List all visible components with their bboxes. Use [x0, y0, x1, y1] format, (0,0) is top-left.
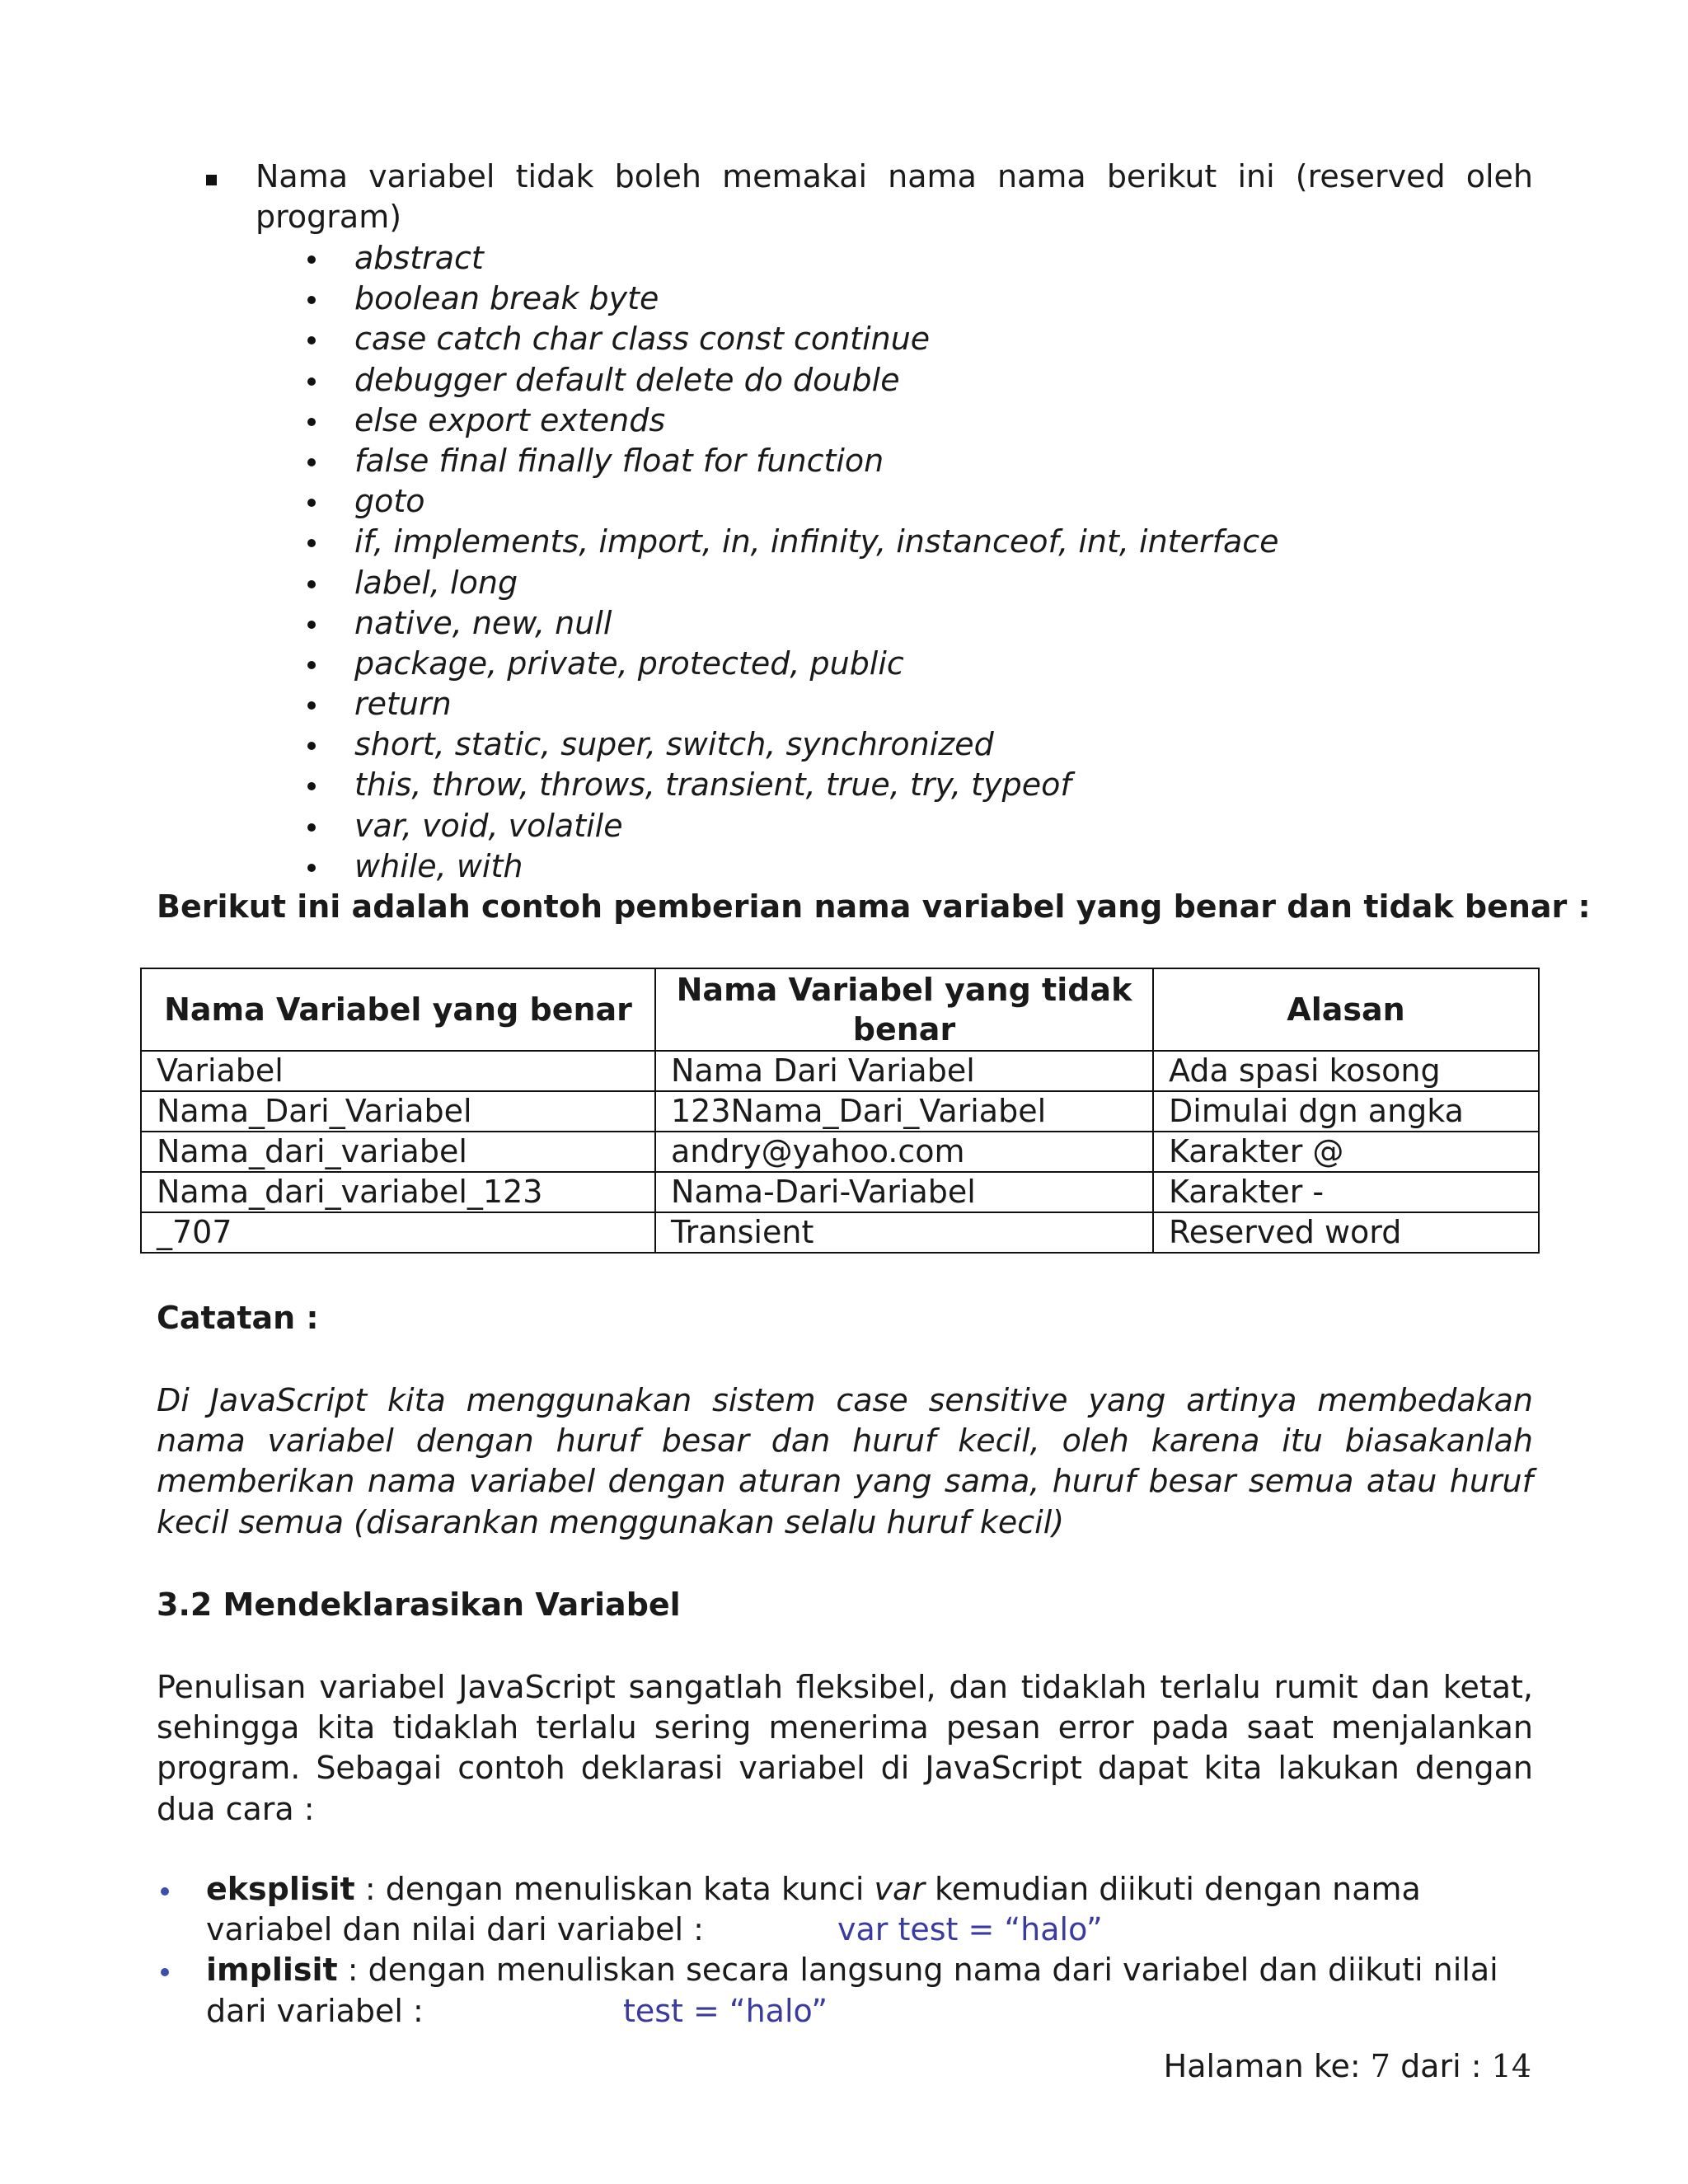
bullet-icon: [161, 1968, 169, 1976]
list-item: else export extends: [305, 401, 1279, 441]
list-item: goto: [305, 481, 1279, 522]
implicit-code: test = “halo”: [622, 1992, 828, 2029]
table-row: [141, 1172, 1539, 1212]
note-title: Catatan :: [157, 1300, 319, 1336]
table-cell: Ada spasi kosong: [1153, 1051, 1539, 1091]
table-cell: _707: [141, 1212, 655, 1253]
table-row: [141, 1212, 1539, 1253]
explicit-text-before: : dengan menuliskan kata kunci: [354, 1871, 874, 1907]
page-of-label: dari :: [1400, 2048, 1482, 2084]
list-item: debugger default delete do double: [305, 360, 1279, 401]
reserved-rule-text: Nama variabel tidak boleh memakai nama nama berikut ini (reserved oleh program): [256, 158, 1533, 235]
bullet-icon: [307, 742, 316, 750]
table-row: [141, 1091, 1539, 1132]
page-footer: [1164, 2048, 1531, 2084]
table-cell: Nama-Dari-Variabel: [655, 1172, 1153, 1212]
page-total: 14: [1491, 2048, 1531, 2084]
page-label: Halaman ke:: [1163, 2048, 1361, 2084]
bullet-icon: [307, 621, 316, 629]
list-item-explicit: [157, 1869, 1533, 1950]
list-item-implicit: [157, 1950, 1533, 2031]
table-row: [141, 1132, 1539, 1172]
list-item: short, static, super, switch, synchronized: [305, 724, 1279, 765]
table-cell: Transient: [655, 1212, 1153, 1253]
table-cell: andry@yahoo.com: [655, 1132, 1153, 1172]
list-item: while, with: [305, 846, 1279, 887]
table-cell: Nama Dari Variabel: [655, 1051, 1153, 1091]
header-reason: Alasan: [1153, 968, 1539, 1051]
bullet-icon: [307, 458, 316, 466]
reserved-words-list: [305, 238, 1279, 887]
list-item: boolean break byte: [305, 279, 1279, 319]
note-body: Di JavaScript kita menggunakan sistem case sensitive yang artinya membedakan nama variabel dengan huruf besar dan huruf kecil, oleh karena itu biasakanlah memberikan nama variabel dengan aturan yang sama, huruf besar semua atau huruf kecil semua (disarankan menggunakan selalu huruf kecil): [157, 1382, 1533, 1540]
section-paragraph: Penulisan variabel JavaScript sangatlah fleksibel, dan tidaklah terlalu rumit dan ketat, sehingga kita tidaklah terlalu sering menerima pesan error pada saat menjalankan program. Sebagai contoh deklarasi variabel di JavaScript dapat kita lakukan dengan dua cara :: [157, 1669, 1533, 1827]
bullet-icon: [307, 499, 316, 507]
table-cell: Variabel: [141, 1051, 655, 1091]
implicit-term: implisit: [206, 1952, 338, 1989]
table-cell: Karakter -: [1153, 1172, 1539, 1212]
list-item: label, long: [305, 563, 1279, 603]
list-item: var, void, volatile: [305, 806, 1279, 846]
list-item: return: [305, 684, 1279, 724]
page-number: 7: [1370, 2048, 1390, 2084]
table-cell: 123Nama_Dari_Variabel: [655, 1091, 1153, 1132]
table-intro: Berikut ini adalah contoh pemberian nama variabel yang benar dan tidak benar :: [157, 888, 1591, 925]
explicit-term: eksplisit: [206, 1871, 355, 1907]
variable-names-table: [140, 968, 1540, 1254]
table-cell: Nama_dari_variabel: [141, 1132, 655, 1172]
table-header-row: [141, 968, 1539, 1051]
bullet-icon: [307, 823, 316, 832]
bullet-icon: [307, 418, 316, 426]
list-item: abstract: [305, 238, 1279, 279]
bullet-icon: [307, 255, 316, 264]
section-heading: 3.2 Mendeklarasikan Variabel: [157, 1586, 681, 1623]
bullet-icon: [307, 377, 316, 386]
reserved-rule-item: [206, 157, 1533, 237]
table-cell: Karakter @: [1153, 1132, 1539, 1172]
header-valid-name: Nama Variabel yang benar: [141, 968, 655, 1051]
square-bullet-icon: [206, 175, 217, 185]
implicit-text: : dengan menuliskan secara langsung nama dari variabel dan diikuti nilai dari variabel :: [206, 1952, 1498, 2029]
table-row: [141, 1051, 1539, 1091]
bullet-icon: [307, 336, 316, 344]
bullet-icon: [307, 864, 316, 872]
explicit-keyword: var: [874, 1871, 925, 1907]
list-item: this, throw, throws, transient, true, try, typeof: [305, 765, 1279, 805]
header-invalid-name: Nama Variabel yang tidak benar: [655, 968, 1153, 1051]
bullet-icon: [307, 782, 316, 790]
list-item: false final finally float for function: [305, 441, 1279, 481]
bullet-icon: [307, 539, 316, 547]
list-item: package, private, protected, public: [305, 644, 1279, 684]
bullet-icon: [307, 701, 316, 710]
bullet-icon: [307, 296, 316, 304]
bullet-icon: [307, 661, 316, 669]
table-cell: Nama_dari_variabel_123: [141, 1172, 655, 1212]
bullet-icon: [161, 1887, 169, 1896]
list-item: native, new, null: [305, 603, 1279, 644]
explicit-text-after: kemudian diikuti dengan nama variabel dan nilai dari variabel :: [206, 1871, 1421, 1948]
table-cell: Dimulai dgn angka: [1153, 1091, 1539, 1132]
explicit-code: var test = “halo”: [837, 1911, 1103, 1948]
declaration-ways-list: [157, 1869, 1533, 2032]
table-cell: Reserved word: [1153, 1212, 1539, 1253]
list-item: if, implements, import, in, infinity, instanceof, int, interface: [305, 522, 1279, 562]
list-item: case catch char class const continue: [305, 319, 1279, 359]
bullet-icon: [307, 580, 316, 588]
table-cell: Nama_Dari_Variabel: [141, 1091, 655, 1132]
